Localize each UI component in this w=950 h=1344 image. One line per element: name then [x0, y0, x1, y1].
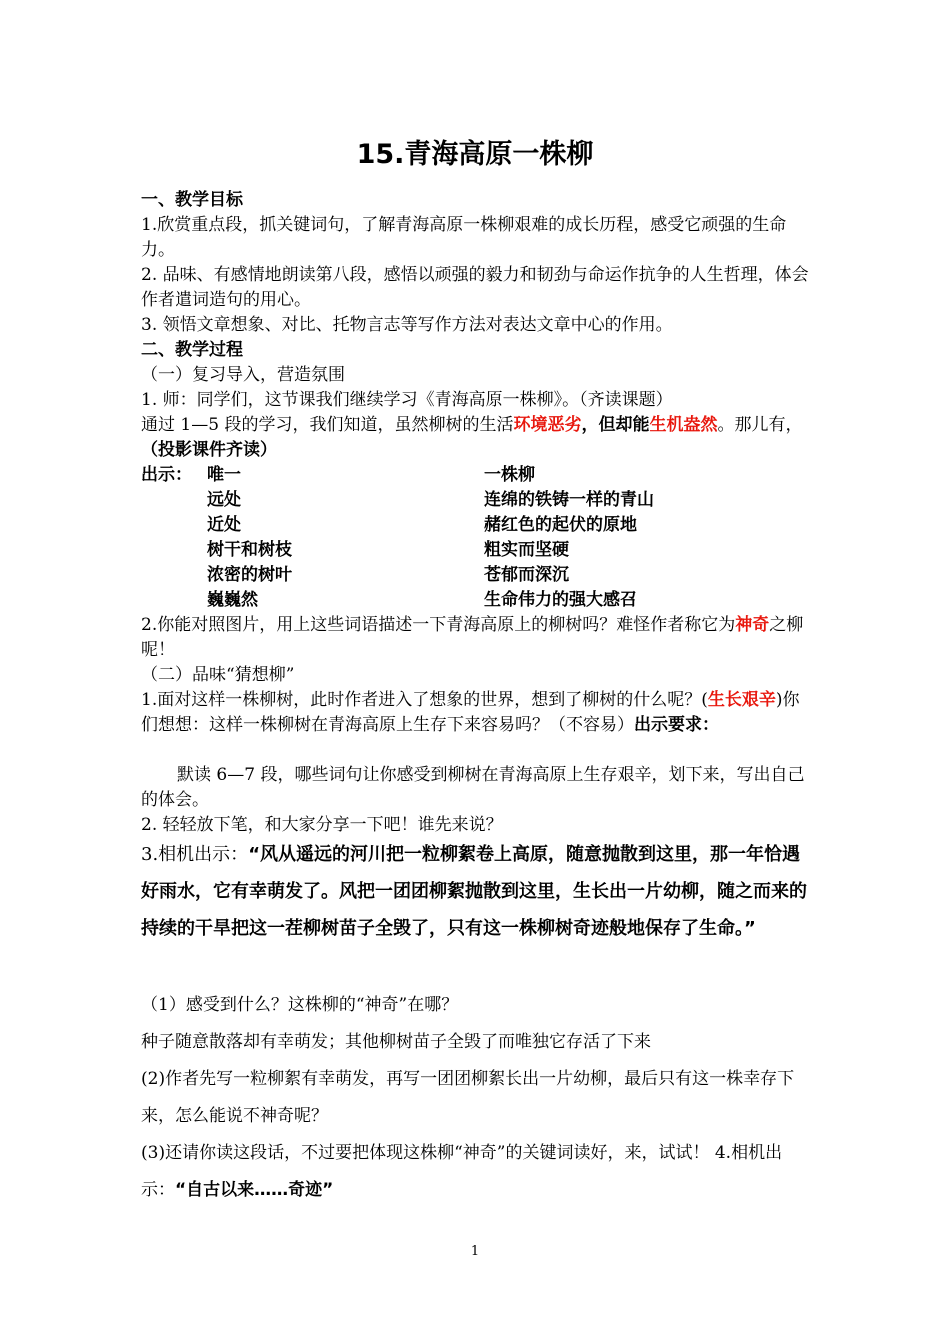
- part-2-heading: （二）品味“猜想柳”: [141, 665, 295, 685]
- word-left: 远处: [207, 490, 241, 510]
- reading-3: 2. 轻轻放下笔，和大家分享一下吧！谁先来说？: [141, 815, 503, 835]
- word-left: 近处: [207, 515, 241, 535]
- goal-2: 2. 品味、有感情地朗读第八段，感悟以顽强的毅力和韧劲与命运作抗争的人生哲理，体会作者遣词造句的用心。: [141, 265, 809, 310]
- word-pair-row: [141, 488, 813, 513]
- word-left: 巍巍然: [207, 590, 258, 610]
- paragraph-2-bold: （投影课件齐读）: [141, 440, 277, 460]
- word-right: 一株柳: [484, 465, 535, 485]
- page-title: 15.青海高原一株柳: [356, 139, 594, 170]
- sub-question-3: [141, 1135, 813, 1209]
- sub-question-1: （1）感受到什么？这株柳的“神奇”在哪？: [141, 995, 459, 1015]
- word-left: 浓密的树叶: [207, 565, 292, 585]
- sub-question-3-bold: “自古以来……奇迹”: [175, 1180, 334, 1200]
- reading-2: 默读 6—7 段，哪些词句让你感受到柳树在青海高原上生存艰辛，划下来，写出自己的体会。: [141, 765, 805, 810]
- quote-1-text: “风从遥远的河川把一粒柳絮卷上高原，随意抛散到这里，那一年恰遇好雨水，它有幸萌发了。风把一团团柳絮抛散到这里，生长出一片幼柳，随之而来的持续的干旱把这一茬柳树苗子全毁了，只有这一株柳树奇迹般地保存了生命。”: [141, 844, 807, 939]
- reading-1: [141, 688, 813, 738]
- paragraph-2-text-a: 通过 1—5 段的学习，我们知道，虽然柳树的生活: [141, 415, 514, 435]
- section-heading-goals: 一、教学目标: [141, 190, 243, 210]
- word-right: 生命伟力的强大感召: [484, 590, 637, 610]
- part-1-heading: （一）复习导入，营造氛围: [141, 365, 345, 385]
- paragraph-2-text-b: ，但却能: [581, 415, 650, 435]
- highlight-environment: 环境恶劣: [513, 415, 582, 435]
- sub-question-3-text: (3)还请你读这段话，不过要把体现这株柳“神奇”的关键词读好，来，试试！ 4.相机出示：: [141, 1143, 783, 1200]
- show-label: 出示：: [141, 465, 192, 485]
- question-2: [141, 613, 813, 663]
- word-left: 唯一: [207, 465, 241, 485]
- question-2-text-a: 2.你能对照图片，用上这些词语描述一下青海高原上的柳树吗？难怪作者称它为: [141, 615, 736, 635]
- quote-1-label: 3.相机出示：: [141, 844, 249, 865]
- highlight-hardship: 生长艰辛: [707, 690, 776, 710]
- page-number: 1: [470, 1244, 480, 1259]
- word-pair-row: [141, 513, 813, 538]
- goal-3: 3. 领悟文章想象、对比、托物言志等写作方法对表达文章中心的作用。: [141, 315, 673, 335]
- word-right: 赭红色的起伏的原地: [484, 515, 637, 535]
- word-pair-row: [141, 588, 813, 613]
- highlight-vitality: 生机盎然: [649, 415, 718, 435]
- word-pair-row: [141, 563, 813, 588]
- paragraph-1: 1. 师：同学们，这节课我们继续学习《青海高原一株柳》。（齐读课题）: [141, 390, 673, 410]
- word-left: 树干和树枝: [207, 540, 292, 560]
- word-pair-row: [141, 538, 813, 563]
- quote-1: [141, 836, 813, 947]
- question-2-text-b: 之柳呢！: [141, 615, 804, 660]
- paragraph-2: [141, 413, 813, 463]
- paragraph-2-text-c: 。那儿有，: [717, 415, 803, 435]
- goal-1: 1.欣赏重点段，抓关键词句，了解青海高原一株柳艰难的成长历程，感受它顽强的生命力。: [141, 215, 787, 260]
- word-right: 粗实而坚硬: [484, 540, 569, 560]
- reading-1-bold: 出示要求：: [634, 715, 719, 735]
- word-right: 连绵的铁铸一样的青山: [484, 490, 654, 510]
- reading-1-text-b: )你们想想：这样一株柳树在青海高原上生存下来容易吗？（不容易）: [141, 690, 800, 735]
- word-right: 苍郁而深沉: [484, 565, 569, 585]
- word-pair-row: [141, 463, 813, 488]
- sub-answer-1: 种子随意散落却有幸萌发；其他柳树苗子全毁了而唯独它存活了下来: [141, 1032, 651, 1052]
- reading-1-text-a: 1.面对这样一株柳树，此时作者进入了想象的世界，想到了柳树的什么呢？(: [141, 690, 708, 710]
- sub-question-2: (2)作者先写一粒柳絮有幸萌发，再写一团团柳絮长出一片幼柳，最后只有这一株幸存下来，怎么能说不神奇呢？: [141, 1069, 795, 1126]
- highlight-magic: 神奇: [735, 615, 770, 635]
- section-heading-process: 二、教学过程: [141, 340, 243, 360]
